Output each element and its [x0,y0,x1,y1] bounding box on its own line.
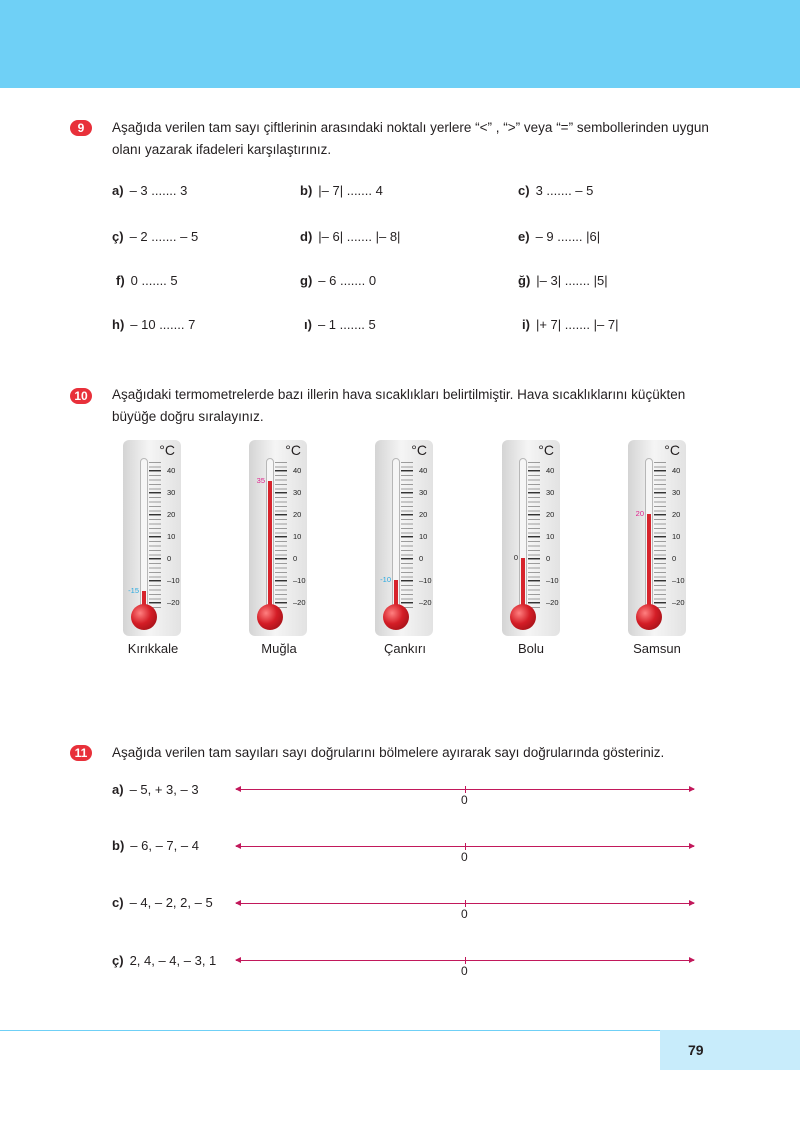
scale-label: 40 [419,466,428,475]
scale-label: 40 [546,466,555,475]
scale-label: 20 [293,510,302,519]
thermometer [628,440,686,636]
major-tick [149,558,161,559]
major-tick [401,558,413,559]
mercury-column [521,558,525,610]
thermometer-tube [140,458,148,610]
major-tick [401,514,413,515]
thermometer-bulb [636,604,662,630]
major-tick [149,602,161,603]
scale-label: 20 [546,510,555,519]
scale-label: 10 [672,532,681,541]
major-tick [401,602,413,603]
major-tick [149,580,161,581]
major-tick [275,558,287,559]
major-tick [654,558,666,559]
zero-label: 0 [461,850,468,864]
thermometer [249,440,307,636]
scale-label: –10 [167,576,180,585]
major-tick [275,580,287,581]
zero-label: 0 [461,793,468,807]
scale-label: 0 [546,554,551,563]
major-tick [528,602,540,603]
major-tick [401,536,413,537]
question-9-badge: 9 [70,120,92,136]
zero-tick [465,786,466,793]
q9-item-a: a) – 3 ....... 3 [112,183,188,198]
major-tick [275,602,287,603]
scale-label: –20 [672,598,685,607]
scale-label: 40 [293,466,302,475]
scale-label: –20 [167,598,180,607]
q9-item-g: g) – 6 ....... 0 [300,273,377,288]
major-tick [149,536,161,537]
scale-ticks [528,462,540,608]
q11-item-b: b) – 6, – 7, – 4 [112,838,199,853]
thermometer-bulb [510,604,536,630]
city-name: Samsun [633,641,681,656]
header-band [0,0,800,88]
q9-item-dotless-i: ı) – 1 ....... 5 [304,317,376,332]
question-11-badge: 11 [70,745,92,761]
q11-item-a: a) – 5, + 3, – 3 [112,782,199,797]
major-tick [528,580,540,581]
zero-label: 0 [461,964,468,978]
zero-tick [465,957,466,964]
thermometer [502,440,560,636]
city-name: Kırıkkale [127,641,179,656]
unit-label: °C [159,442,175,458]
major-tick [401,470,413,471]
q11-item-c: c) – 4, – 2, 2, – 5 [112,895,213,910]
scale-label: 40 [672,466,681,475]
reading-label: -15 [128,586,139,595]
scale-label: 10 [419,532,428,541]
scale-label: 0 [672,554,677,563]
scale-label: 10 [167,532,176,541]
scale-label: –20 [419,598,432,607]
reading-label: -10 [380,575,391,584]
scale-label: –10 [293,576,306,585]
unit-label: °C [664,442,680,458]
scale-label: 10 [293,532,302,541]
scale-label: –10 [419,576,432,585]
scale-label: 20 [167,510,176,519]
city-name: Bolu [517,641,545,656]
footer-rule [0,1030,660,1031]
question-11-text: Aşağıda verilen tam sayıları sayı doğrularını bölmelere ayırarak sayı doğrularında gösteriniz. [112,745,665,760]
zero-tick [465,843,466,850]
zero-label: 0 [461,907,468,921]
scale-label: 10 [546,532,555,541]
major-tick [275,536,287,537]
question-10-badge: 10 [70,388,92,404]
major-tick [149,470,161,471]
scale-ticks [654,462,666,608]
scale-label: –10 [672,576,685,585]
major-tick [149,514,161,515]
scale-label: 20 [672,510,681,519]
unit-label: °C [285,442,301,458]
major-tick [528,492,540,493]
mercury-column [268,481,272,610]
page-number: 79 [660,1030,800,1070]
scale-ticks [275,462,287,608]
major-tick [275,514,287,515]
major-tick [528,558,540,559]
q9-item-d: d) |– 6| ....... |– 8| [300,229,401,244]
major-tick [528,470,540,471]
thermometer-bulb [383,604,409,630]
scale-label: 30 [672,488,681,497]
thermometer [123,440,181,636]
reading-label: 20 [635,509,644,518]
scale-label: –20 [293,598,306,607]
major-tick [275,492,287,493]
question-10-text: Aşağıdaki termometrelerde bazı illerin hava sıcaklıkları belirtilmiştir. Hava sıcaklıklarını küçükten büyüğe doğru sıralayınız. [112,387,686,424]
scale-label: 40 [167,466,176,475]
major-tick [654,602,666,603]
city-name: Muğla [261,641,297,656]
q9-item-g-breve: ğ) |– 3| ....... |5| [518,273,608,288]
major-tick [149,492,161,493]
reading-label: 0 [513,553,518,562]
q9-item-f: f) 0 ....... 5 [116,273,178,288]
q9-item-b: b) |– 7| ....... 4 [300,183,383,198]
scale-label: 0 [419,554,424,563]
scale-label: 20 [419,510,428,519]
major-tick [654,470,666,471]
scale-ticks [401,462,413,608]
major-tick [654,514,666,515]
major-tick [654,580,666,581]
scale-ticks [149,462,161,608]
major-tick [654,492,666,493]
city-name: Çankırı [384,641,426,656]
scale-label: 30 [419,488,428,497]
scale-label: 0 [167,554,172,563]
scale-label: 30 [167,488,176,497]
q9-item-i: i) |+ 7| ....... |– 7| [522,317,619,332]
unit-label: °C [411,442,427,458]
scale-label: –20 [546,598,559,607]
question-9-text: Aşağıda verilen tam sayı çiftlerinin arasındaki noktalı yerlere “<” , “>” veya “=” sembollerinden uygun olanı yazarak ifadeleri karşılaştırınız. [112,120,709,157]
major-tick [528,514,540,515]
major-tick [654,536,666,537]
q11-item-c-cedilla: ç) 2, 4, – 4, – 3, 1 [112,953,217,968]
thermometer-bulb [131,604,157,630]
mercury-column [647,514,651,610]
q9-item-h: h) – 10 ....... 7 [112,317,196,332]
q9-item-c: c) 3 ....... – 5 [518,183,594,198]
thermometer [375,440,433,636]
major-tick [275,470,287,471]
thermometer-bulb [257,604,283,630]
major-tick [528,536,540,537]
reading-label: 35 [256,476,265,485]
scale-label: 0 [293,554,298,563]
scale-label: 30 [546,488,555,497]
major-tick [401,580,413,581]
unit-label: °C [538,442,554,458]
scale-label: –10 [546,576,559,585]
q9-item-e: e) – 9 ....... |6| [518,229,601,244]
major-tick [401,492,413,493]
scale-label: 30 [293,488,302,497]
q9-item-c-cedilla: ç) – 2 ....... – 5 [112,229,199,244]
zero-tick [465,900,466,907]
